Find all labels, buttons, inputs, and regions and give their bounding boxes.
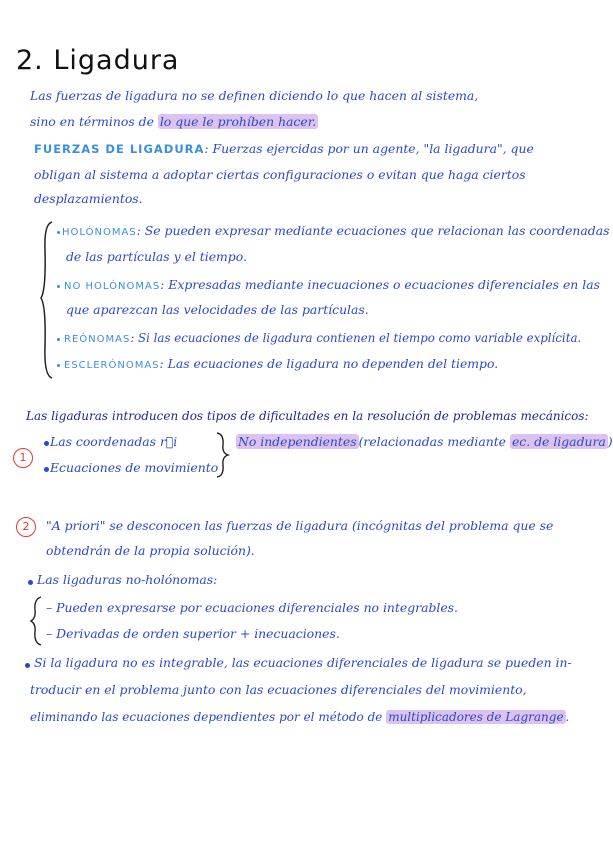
type-holonomas-line-1 (62, 223, 609, 241)
final-line-1: Si la ligadura no es integrable, las ecuaciones diferenciales de ligadura se pueden in- (34, 655, 572, 670)
page-title: 2. Ligadura (16, 45, 180, 76)
difficulty-1-note (236, 434, 613, 450)
intro-line-2-text: sino en términos de (30, 114, 158, 129)
bullet (57, 285, 60, 288)
lagrange-highlight: multiplicadores de Lagrange (388, 710, 564, 724)
difficulty-1-item-1: Las coordenadas r⃗i (50, 434, 178, 449)
bullet (57, 231, 60, 234)
not-independent-highlight: No independientes (238, 434, 357, 449)
type-text: : Se pueden expresar mediante ecuaciones que relacionan las coordenadas (136, 223, 610, 238)
bullet (44, 441, 49, 446)
definition-line-1 (34, 141, 534, 157)
final-line-3 (30, 709, 569, 725)
type-holonomas-line-2: de las partículas y el tiempo. (66, 249, 247, 264)
bullet (57, 338, 60, 341)
bullet (57, 364, 60, 367)
nonholonomic-item-2 (46, 626, 340, 642)
type-term: REÓNOMAS (64, 334, 131, 345)
type-escleronomas (64, 356, 498, 374)
final-line-3-text: eliminando las ecuaciones dependientes por el método de (30, 710, 387, 724)
type-term: NO HOLÓNOMAS (64, 281, 161, 292)
nonholonomic-item-1-text: Pueden expresarse por ecuaciones diferenciales no integrables. (56, 600, 458, 615)
note-end: ) (607, 434, 613, 449)
intro-line-1: Las fuerzas de ligadura no se definen diciendo lo que hacen al sistema, (30, 88, 479, 103)
type-text: : Si las ecuaciones de ligadura contienen el tiempo como variable explícita. (130, 331, 582, 345)
definition-line-2: obligan al sistema a adoptar ciertas configuraciones o evitan que haga ciertos (34, 167, 526, 182)
nonholonomic-brace (30, 596, 42, 646)
type-reonomas (64, 330, 581, 348)
ec-ligadura-highlight: ec. de ligadura (511, 434, 606, 449)
definition-line-1-text: : Fuerzas ejercidas por un agente, "la ligadura", que (204, 141, 534, 156)
final-line-3-end: . (565, 710, 570, 724)
difficulty-2-line-1: "A priori" se desconocen las fuerzas de ligadura (incógnitas del problema que se (46, 518, 554, 533)
bullet (44, 467, 49, 472)
nonholonomic-item-1 (46, 600, 458, 616)
bullet (28, 580, 33, 585)
difficulty-1-brace (216, 431, 230, 479)
number-2-circle: 2 (16, 517, 36, 537)
dash: – (46, 626, 57, 641)
number-1-circle: 1 (13, 448, 33, 468)
note-text: (relacionadas mediante (358, 434, 510, 449)
bullet (25, 663, 30, 668)
type-term: ESCLERÓNOMAS (64, 360, 160, 371)
difficulty-1-item-2: Ecuaciones de movimiento (50, 460, 219, 475)
type-no-holonomas-line-1 (64, 277, 600, 295)
intro-highlight: lo que le prohíben hacer. (159, 114, 317, 129)
definition-term: FUERZAS DE LIGADURA (34, 142, 205, 156)
difficulties-heading: Las ligaduras introducen dos tipos de dificultades en la resolución de problemas mecánicos: (26, 409, 589, 423)
final-line-2: troducir en el problema junto con las ecuaciones diferenciales del movimiento, (30, 682, 527, 697)
intro-line-2 (30, 114, 318, 130)
type-term: HOLÓNOMAS (62, 227, 137, 238)
nonholonomic-heading: Las ligaduras no-holónomas: (37, 572, 218, 587)
type-no-holonomas-line-2: que aparezcan las velocidades de las partículas. (66, 302, 369, 317)
types-brace (40, 220, 54, 380)
dash: – (46, 600, 57, 615)
difficulty-2-line-2: obtendrán de la propia solución). (46, 543, 255, 558)
nonholonomic-item-2-text: Derivadas de orden superior + inecuaciones. (56, 626, 340, 641)
type-text: : Las ecuaciones de ligadura no dependen del tiempo. (159, 356, 499, 371)
definition-line-3: desplazamientos. (34, 191, 143, 206)
type-text: : Expresadas mediante inecuaciones o ecuaciones diferenciales en las (160, 277, 600, 292)
